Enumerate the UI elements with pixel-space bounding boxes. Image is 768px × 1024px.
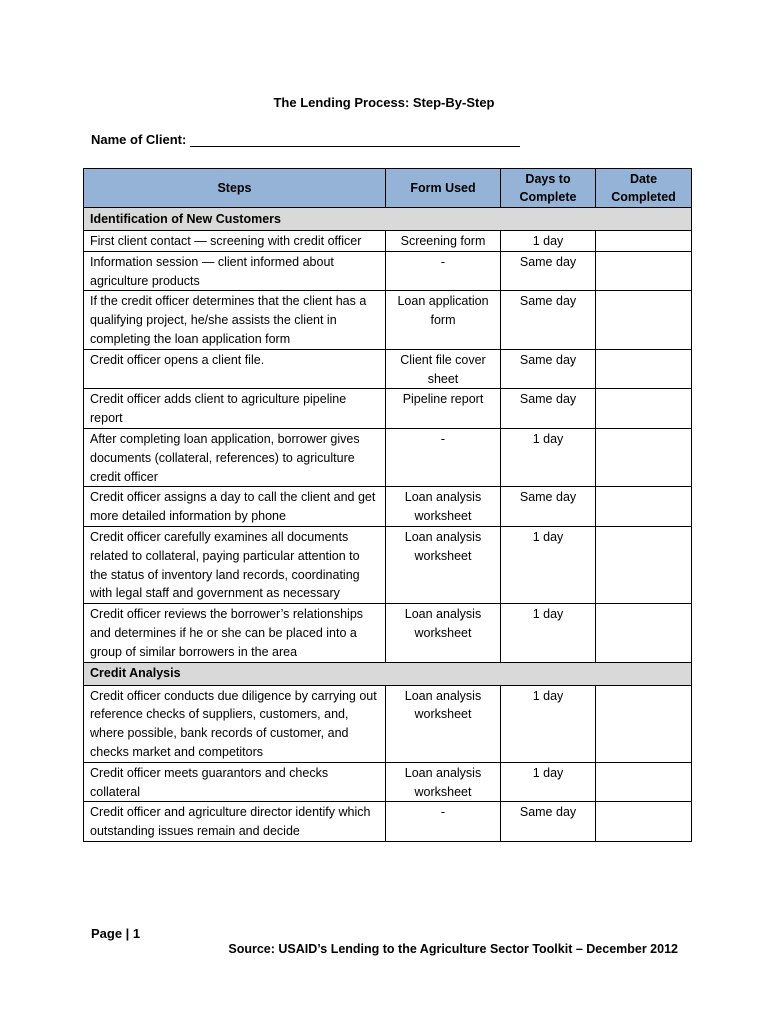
days-cell: Same day (501, 487, 596, 527)
section-title: Credit Analysis (84, 662, 692, 685)
form-cell: - (386, 428, 501, 486)
lending-steps-table (83, 168, 692, 842)
step-cell: After completing loan application, borrower gives documents (collateral, references) to agriculture credit officer (84, 428, 386, 486)
form-cell: Screening form (386, 231, 501, 252)
table-row (84, 251, 692, 291)
page-title: The Lending Process: Step-By-Step (273, 95, 495, 110)
table-header-row (84, 169, 692, 208)
days-cell: Same day (501, 389, 596, 429)
form-cell: - (386, 251, 501, 291)
days-cell: 1 day (501, 526, 596, 603)
column-header-days: Days to Complete (501, 169, 596, 208)
days-cell: 1 day (501, 762, 596, 802)
date-completed-cell (596, 251, 692, 291)
table-row (84, 291, 692, 349)
days-cell: 1 day (501, 231, 596, 252)
page-number: Page | 1 (91, 926, 141, 941)
step-cell: Credit officer carefully examines all documents related to collateral, paying particular attention to the status of inventory land records, coordinating with legal staff and government as necessary (84, 526, 386, 603)
date-completed-cell (596, 231, 692, 252)
column-header-steps: Steps (84, 169, 386, 208)
client-name-blank (190, 132, 520, 147)
step-cell: If the credit officer determines that the client has a qualifying project, he/she assists the client in completing the loan application form (84, 291, 386, 349)
step-cell: Credit officer opens a client file. (84, 349, 386, 389)
days-cell: Same day (501, 349, 596, 389)
step-cell: Credit officer adds client to agriculture pipeline report (84, 389, 386, 429)
client-name-label: Name of Client: (91, 132, 187, 147)
date-completed-cell (596, 487, 692, 527)
step-cell: Credit officer assigns a day to call the client and get more detailed information by phone (84, 487, 386, 527)
days-cell: 1 day (501, 685, 596, 762)
form-cell: Loan analysis worksheet (386, 762, 501, 802)
days-cell: Same day (501, 802, 596, 842)
days-cell: Same day (501, 251, 596, 291)
section-title: Identification of New Customers (84, 208, 692, 231)
form-cell: Loan analysis worksheet (386, 526, 501, 603)
table-row (84, 231, 692, 252)
table-row (84, 802, 692, 842)
form-cell: Pipeline report (386, 389, 501, 429)
table-row (84, 762, 692, 802)
table-body (84, 208, 692, 842)
source-note: Source: USAID’s Lending to the Agriculture Sector Toolkit – December 2012 (228, 942, 678, 956)
days-cell: 1 day (501, 428, 596, 486)
date-completed-cell (596, 802, 692, 842)
date-completed-cell (596, 762, 692, 802)
form-cell: Loan analysis worksheet (386, 604, 501, 662)
column-header-date: Date Completed (596, 169, 692, 208)
date-completed-cell (596, 291, 692, 349)
column-header-form: Form Used (386, 169, 501, 208)
step-cell: Credit officer and agriculture director identify which outstanding issues remain and decide (84, 802, 386, 842)
days-cell: 1 day (501, 604, 596, 662)
form-cell: Loan application form (386, 291, 501, 349)
table-row (84, 389, 692, 429)
form-cell: Loan analysis worksheet (386, 685, 501, 762)
days-cell: Same day (501, 291, 596, 349)
date-completed-cell (596, 349, 692, 389)
step-cell: First client contact — screening with credit officer (84, 231, 386, 252)
date-completed-cell (596, 604, 692, 662)
table-row (84, 428, 692, 486)
form-cell: Client file cover sheet (386, 349, 501, 389)
step-cell: Credit officer reviews the borrower’s relationships and determines if he or she can be placed into a group of similar borrowers in the area (84, 604, 386, 662)
date-completed-cell (596, 428, 692, 486)
client-name-line (91, 132, 520, 147)
table-row (84, 685, 692, 762)
form-cell: Loan analysis worksheet (386, 487, 501, 527)
date-completed-cell (596, 389, 692, 429)
date-completed-cell (596, 685, 692, 762)
table-row (84, 487, 692, 527)
section-row (84, 208, 692, 231)
form-cell: - (386, 802, 501, 842)
section-row (84, 662, 692, 685)
step-cell: Credit officer meets guarantors and checks collateral (84, 762, 386, 802)
table-row (84, 349, 692, 389)
step-cell: Credit officer conducts due diligence by carrying out reference checks of suppliers, customers, and, where possible, bank records of customer, and checks market and competitors (84, 685, 386, 762)
date-completed-cell (596, 526, 692, 603)
step-cell: Information session — client informed about agriculture products (84, 251, 386, 291)
table-row (84, 526, 692, 603)
table-row (84, 604, 692, 662)
